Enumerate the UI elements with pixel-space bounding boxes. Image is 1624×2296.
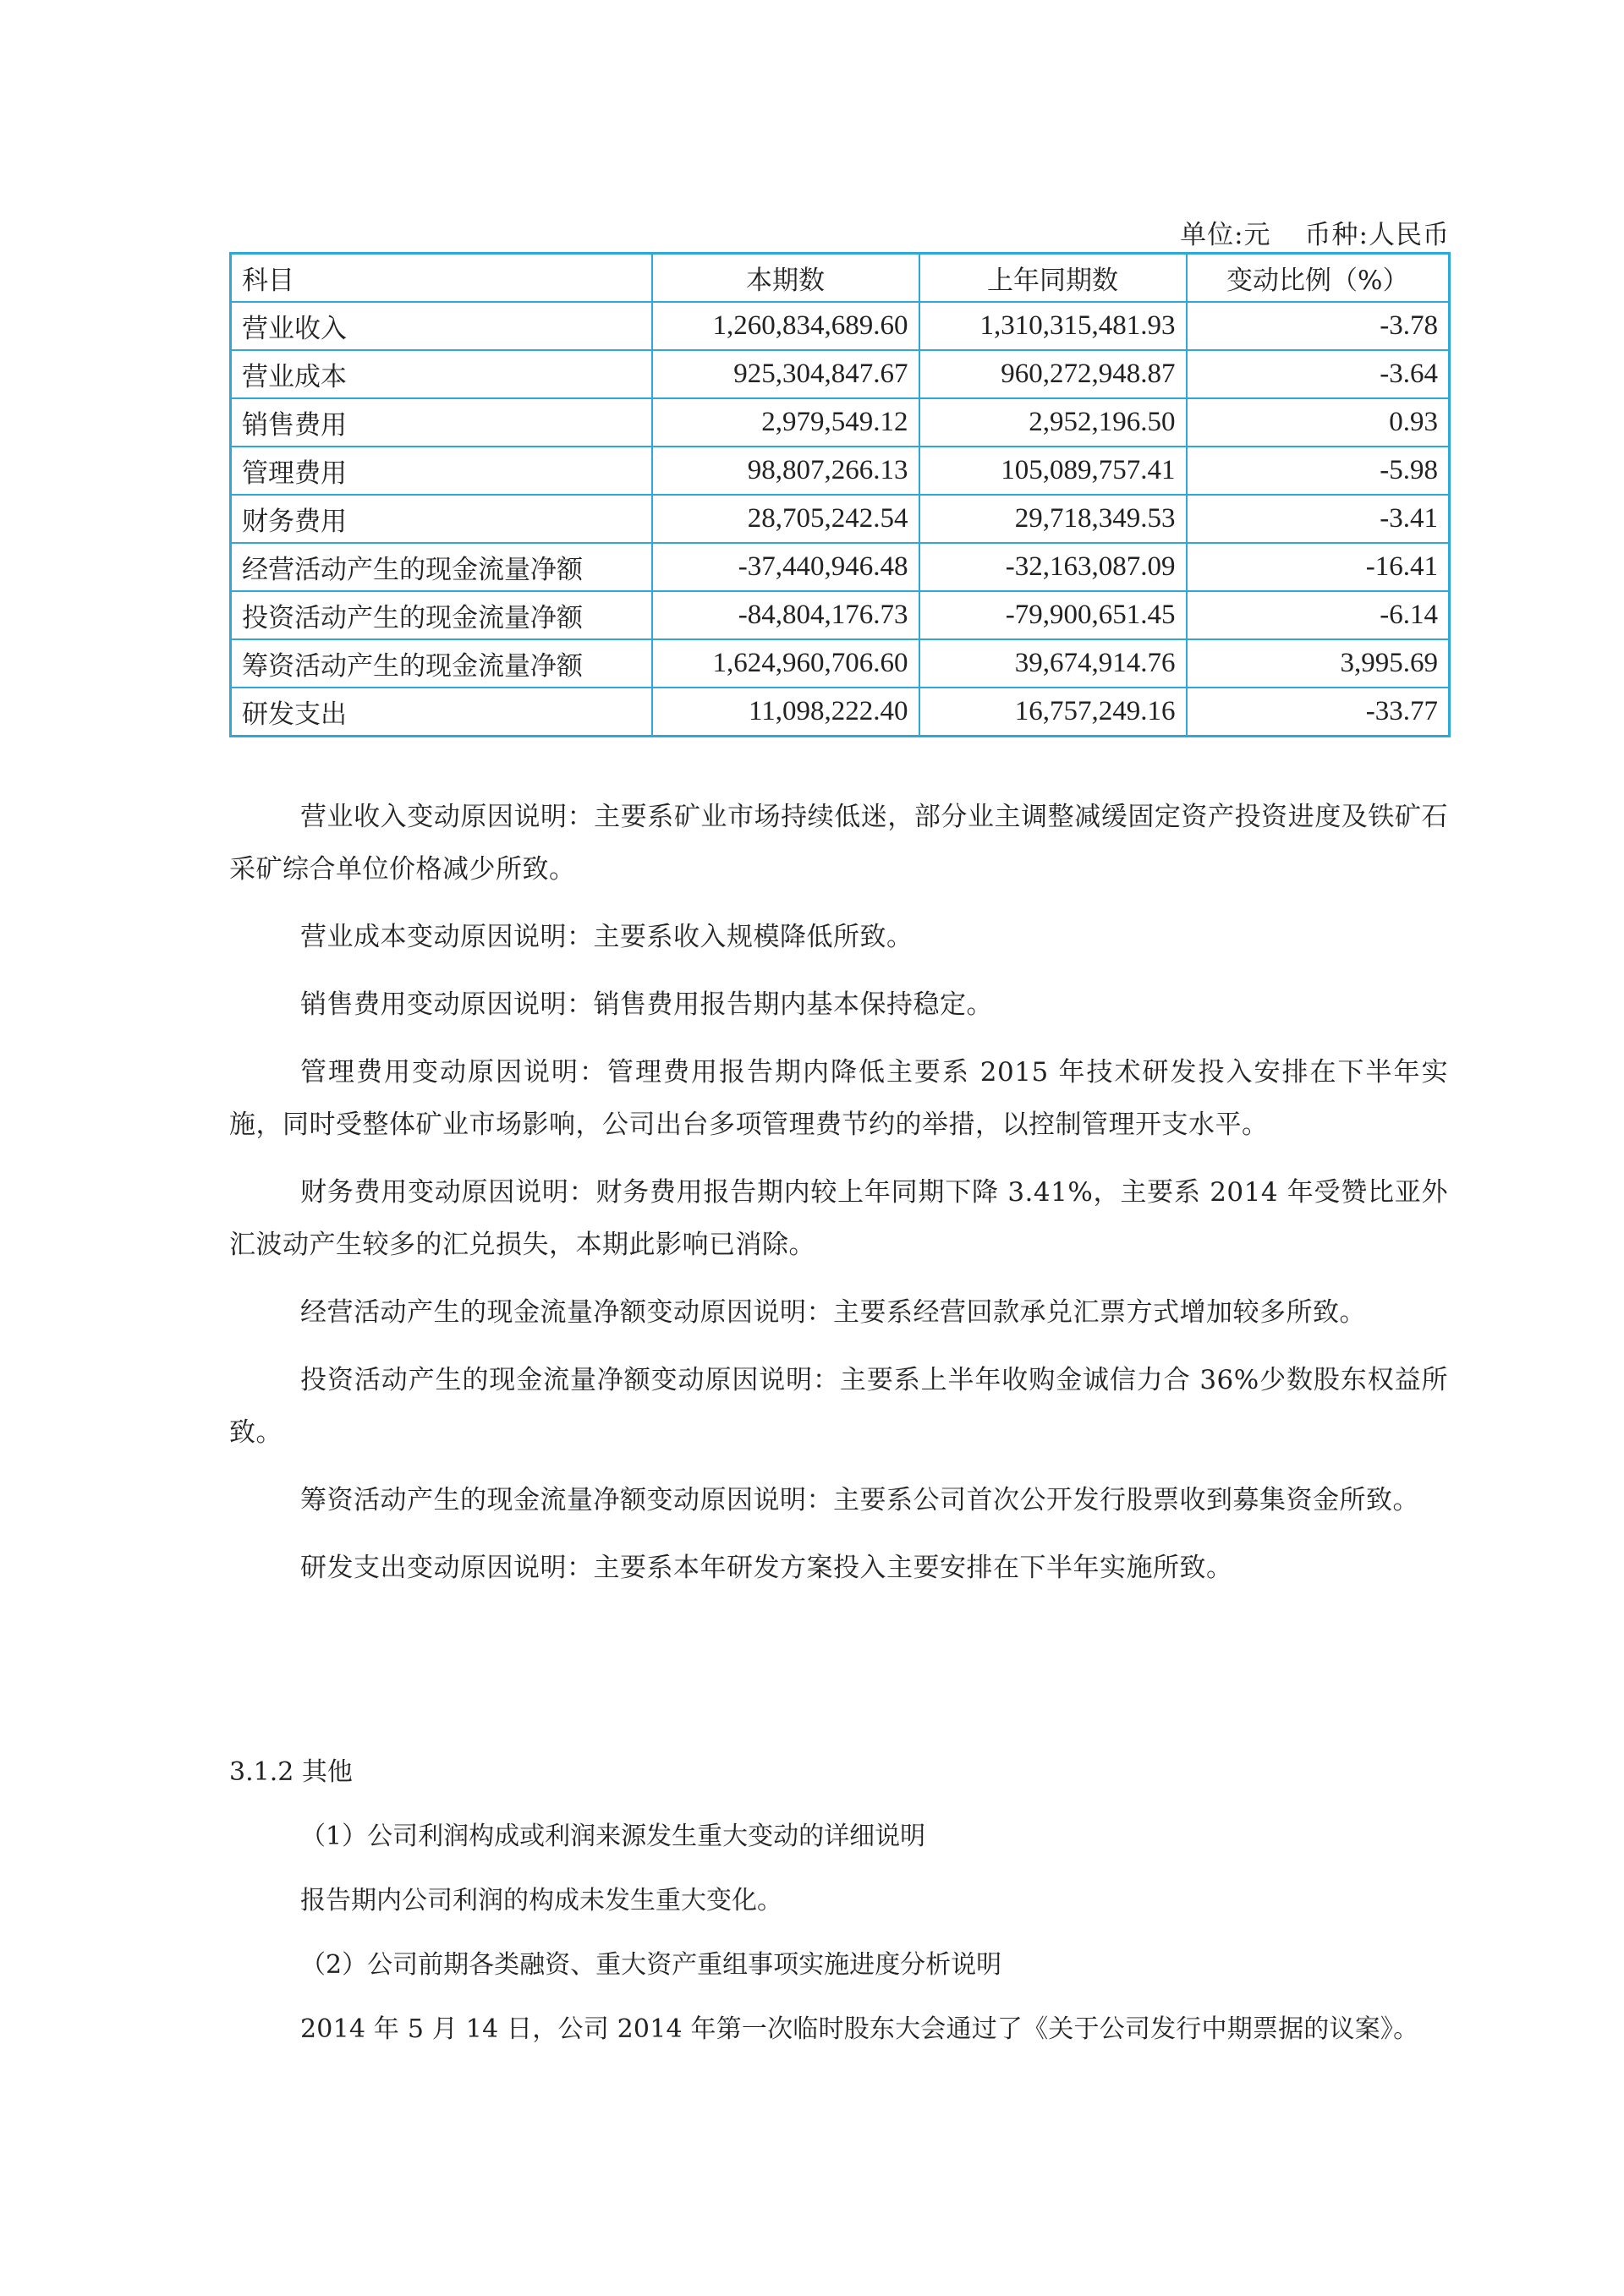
explanation-paragraph: 营业成本变动原因说明：主要系收入规模降低所致。 <box>300 922 914 952</box>
prior-value: 105,089,757.41 <box>919 447 1187 495</box>
table-row <box>231 591 1450 639</box>
prior-value: -79,900,651.45 <box>919 591 1187 639</box>
current-value: 28,705,242.54 <box>652 495 919 543</box>
row-subject: 财务费用 <box>231 495 652 543</box>
change-pct: -16.41 <box>1187 543 1450 591</box>
section-heading: 3.1.2 其他 <box>229 1757 353 1787</box>
current-value: 11,098,222.40 <box>652 688 919 737</box>
item2-title: （2）公司前期各类融资、重大资产重组事项实施进度分析说明 <box>300 1950 1002 1980</box>
change-pct: -3.64 <box>1187 350 1450 398</box>
change-pct: -3.78 <box>1187 302 1450 350</box>
header-prior: 上年同期数 <box>919 254 1187 303</box>
header-subject: 科目 <box>231 254 652 303</box>
unit-currency-line <box>1180 213 1450 251</box>
change-pct: -33.77 <box>1187 688 1450 737</box>
current-value: 98,807,266.13 <box>652 447 919 495</box>
section-other <box>229 1746 1448 2068</box>
prior-value: 29,718,349.53 <box>919 495 1187 543</box>
unit-label: 单位:元 <box>1180 220 1271 250</box>
explanation-paragraph: 管理费用变动原因说明：管理费用报告期内降低主要系 2015 年技术研发投入安排在下半年实施，同时受整体矿业市场影响，公司出台多项管理费节约的举措，以控制管理开支水平。 <box>229 1057 1448 1140</box>
prior-value: 39,674,914.76 <box>919 639 1187 688</box>
prior-value: 2,952,196.50 <box>919 398 1187 447</box>
row-subject: 管理费用 <box>231 447 652 495</box>
table-row <box>231 495 1450 543</box>
table-row <box>231 398 1450 447</box>
table-row <box>231 447 1450 495</box>
change-pct: 3,995.69 <box>1187 639 1450 688</box>
table-row <box>231 639 1450 688</box>
prior-value: 1,310,315,481.93 <box>919 302 1187 350</box>
header-change: 变动比例（%） <box>1187 254 1450 303</box>
change-pct: -5.98 <box>1187 447 1450 495</box>
row-subject: 研发支出 <box>231 688 652 737</box>
explanation-paragraph: 营业收入变动原因说明：主要系矿业市场持续低迷，部分业主调整减缓固定资产投资进度及铁矿石采矿综合单位价格减少所致。 <box>229 802 1448 885</box>
table-header-row <box>231 254 1450 303</box>
explanation-paragraph: 经营活动产生的现金流量净额变动原因说明：主要系经营回款承兑汇票方式增加较多所致。 <box>300 1297 1366 1328</box>
table-row <box>231 302 1450 350</box>
current-value: 1,260,834,689.60 <box>652 302 919 350</box>
explanation-paragraph: 投资活动产生的现金流量净额变动原因说明：主要系上半年收购金诚信力合 36%少数股东权益所致。 <box>229 1365 1448 1448</box>
item1-text: 报告期内公司利润的构成未发生重大变化。 <box>300 1886 782 1915</box>
row-subject: 营业收入 <box>231 302 652 350</box>
explanation-paragraph: 销售费用变动原因说明：销售费用报告期内基本保持稳定。 <box>300 989 993 1020</box>
row-subject: 营业成本 <box>231 350 652 398</box>
explanation-paragraph: 筹资活动产生的现金流量净额变动原因说明：主要系公司首次公开发行股票收到募集资金所致。 <box>300 1485 1419 1515</box>
prior-value: 960,272,948.87 <box>919 350 1187 398</box>
row-subject: 筹资活动产生的现金流量净额 <box>231 639 652 688</box>
table-row <box>231 543 1450 591</box>
table-row <box>231 350 1450 398</box>
item2-text: 2014 年 5 月 14 日，公司 2014 年第一次临时股东大会通过了《关于公司发行中期票据的议案》。 <box>300 2014 1419 2044</box>
explanations <box>229 791 1448 1609</box>
current-value: -37,440,946.48 <box>652 543 919 591</box>
change-pct: -3.41 <box>1187 495 1450 543</box>
current-value: 925,304,847.67 <box>652 350 919 398</box>
prior-value: 16,757,249.16 <box>919 688 1187 737</box>
row-subject: 销售费用 <box>231 398 652 447</box>
explanation-paragraph: 财务费用变动原因说明：财务费用报告期内较上年同期下降 3.41%，主要系 2014 年受赞比亚外汇波动产生较多的汇兑损失，本期此影响已消除。 <box>229 1177 1448 1260</box>
current-value: 1,624,960,706.60 <box>652 639 919 688</box>
prior-value: -32,163,087.09 <box>919 543 1187 591</box>
header-current: 本期数 <box>652 254 919 303</box>
currency-label: 币种:人民币 <box>1304 220 1450 250</box>
financial-table <box>229 252 1451 737</box>
item1-title: （1）公司利润构成或利润来源发生重大变动的详细说明 <box>300 1822 926 1851</box>
change-pct: -6.14 <box>1187 591 1450 639</box>
change-pct: 0.93 <box>1187 398 1450 447</box>
explanation-paragraph: 研发支出变动原因说明：主要系本年研发方案投入主要安排在下半年实施所致。 <box>300 1553 1233 1583</box>
row-subject: 经营活动产生的现金流量净额 <box>231 543 652 591</box>
current-value: -84,804,176.73 <box>652 591 919 639</box>
current-value: 2,979,549.12 <box>652 398 919 447</box>
row-subject: 投资活动产生的现金流量净额 <box>231 591 652 639</box>
table-row <box>231 688 1450 737</box>
